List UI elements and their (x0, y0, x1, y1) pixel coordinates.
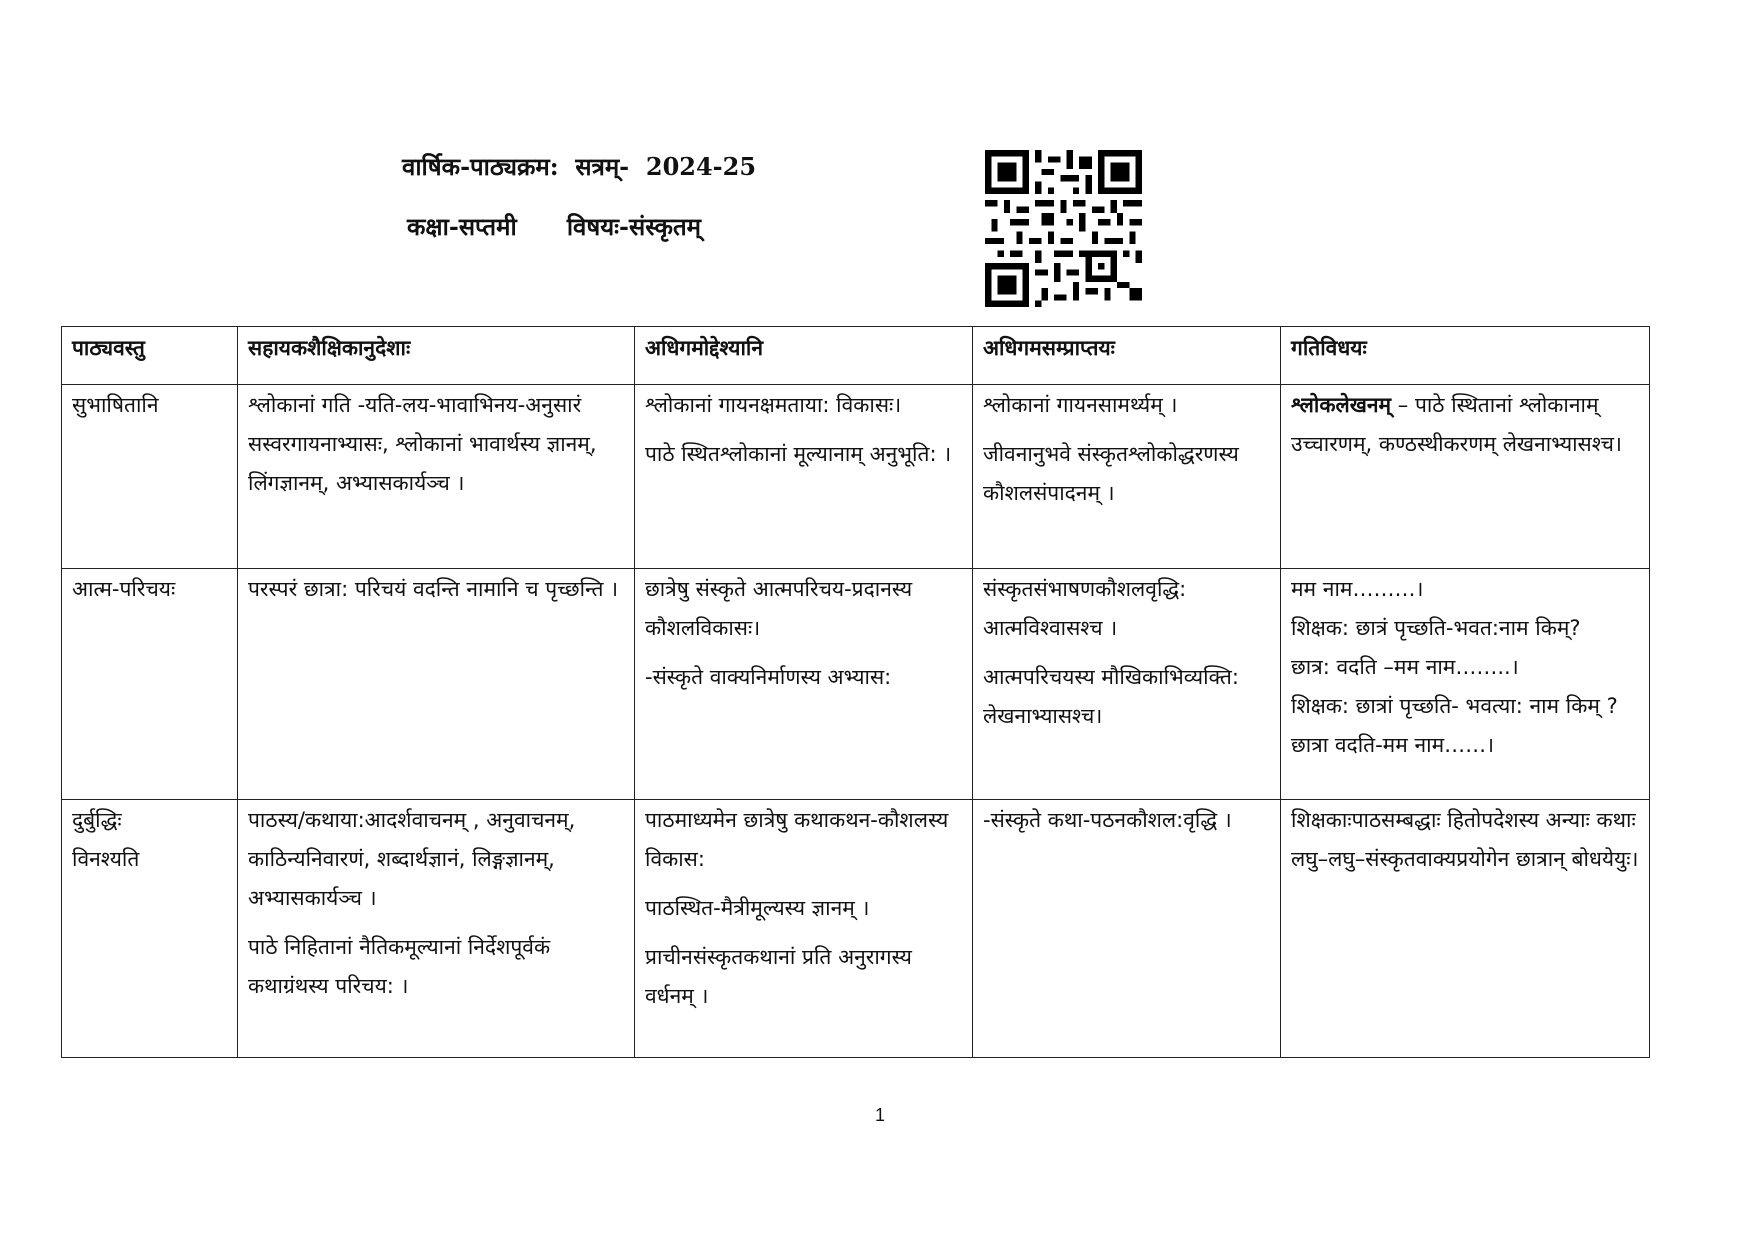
activity-cell (1281, 800, 1650, 1058)
outcomes-cell (973, 569, 1281, 800)
column-header-objectives: अधिगमोद्देश्यानि (635, 327, 973, 385)
dialogue-line: छात्र: वदति –मम नाम……..। (1291, 655, 1519, 679)
syllabus-table (61, 326, 1650, 1058)
instructions-cell (238, 569, 635, 800)
instruction-text: परस्परं छात्रा: परिचयं वदन्ति नामानि च पृच्छन्ति । (248, 577, 619, 601)
objective-text: पाठस्थित-मैत्रीमूल्यस्य ज्ञानम् । (645, 896, 870, 920)
dialogue-line: मम नाम………। (1291, 577, 1424, 601)
column-header-instructions: सहायकशैक्षिकानुदेशाः (238, 327, 635, 385)
objectives-cell (635, 569, 973, 800)
instruction-text: पाठस्य/कथाया:आदर्शवाचनम् , अनुवाचनम्, काठिन्यनिवारणं, शब्दार्थज्ञानं, लिङ्गज्ञानम्, अभ्यासकार्यञ्च । (248, 808, 576, 910)
subject-label: विषयः-संस्कृतम् (566, 212, 702, 241)
column-header-content: पाठ्यवस्तु (62, 327, 238, 385)
topic-line: दुर्बुद्धिः (72, 808, 122, 832)
table-header-row (62, 327, 1650, 385)
column-header-outcomes: अधिगमसम्प्राप्तयः (973, 327, 1281, 385)
qr-code-icon (985, 150, 1142, 307)
outcomes-cell (973, 800, 1281, 1058)
instructions-cell (238, 800, 635, 1058)
activity-heading: श्लोकलेखनम् (1291, 393, 1392, 417)
topic-cell: सुभाषितानि (62, 385, 238, 569)
topic-cell: आत्म-परिचयः (62, 569, 238, 800)
instruction-text: पाठे निहितानां नैतिकमूल्यानां निर्देशपूर्वकं कथाग्रंथस्य परिचय: । (248, 935, 551, 998)
class-subject-line (407, 210, 701, 243)
topic-line: विनश्यति (72, 847, 140, 871)
column-header-activities: गतिविधयः (1281, 327, 1650, 385)
page-number: 1 (874, 1105, 885, 1125)
table-row (62, 569, 1650, 800)
objective-text: पाठमाध्यमेन छात्रेषु कथाकथन-कौशलस्य विकास: (645, 808, 949, 871)
outcomes-cell (973, 385, 1281, 569)
objective-text: पाठे स्थितश्लोकानां मूल्यानाम् अनुभूति: । (645, 442, 952, 466)
class-label: कक्षा-सप्तमी (407, 212, 517, 241)
outcome-text: -संस्कृते कथा-पठनकौशल:वृद्धि । (983, 808, 1232, 832)
topic-cell (62, 800, 238, 1058)
outcome-text: आत्मपरिचयस्य मौखिकाभिव्यक्ति: लेखनाभ्यासश्च। (983, 665, 1239, 728)
table-row (62, 385, 1650, 569)
table-row (62, 800, 1650, 1058)
document-title-line (402, 150, 756, 183)
objective-text: छात्रेषु संस्कृते आत्मपरिचय-प्रदानस्य कौशलविकासः। (645, 577, 913, 640)
session-label: सत्रम्- (575, 152, 630, 181)
dialogue-line: छात्रा वदति-मम नाम……। (1291, 733, 1495, 757)
dialogue-line: शिक्षक: छात्रां पृच्छति- भवत्या: नाम किम् ? (1291, 694, 1618, 718)
session-year: 2024-25 (645, 152, 757, 181)
instructions-cell (238, 385, 635, 569)
dialogue-line: शिक्षक: छात्रं पृच्छति-भवत:नाम किम्? (1291, 616, 1581, 640)
activity-cell (1281, 569, 1650, 800)
activity-cell (1281, 385, 1650, 569)
outcome-text: जीवनानुभवे संस्कृतश्लोकोद्धरणस्य कौशलसंपादनम् । (983, 442, 1239, 505)
document-title: वार्षिक-पाठ्यक्रम: (402, 152, 559, 181)
activity-text: – पाठे स्थितानां श्लोकानाम् उच्चारणम्, कण्ठस्थीकरणम् लेखनाभ्यासश्च। (1291, 393, 1622, 456)
objective-text: -संस्कृते वाक्यनिर्माणस्य अभ्यास: (645, 665, 892, 689)
activity-text: शिक्षकाःपाठसम्बद्धाः हितोपदेशस्य अन्याः कथाः लघु–लघु–संस्कृतवाक्यप्रयोगेन छात्रान् बोधयेयुः। (1291, 808, 1639, 871)
objective-text: श्लोकानां गायनक्षमताया: विकासः। (645, 393, 902, 417)
objectives-cell (635, 800, 973, 1058)
objective-text: प्राचीनसंस्कृतकथानां प्रति अनुरागस्य वर्धनम् । (645, 945, 912, 1008)
objectives-cell (635, 385, 973, 569)
outcome-text: श्लोकानां गायनसामर्थ्यम् । (983, 393, 1178, 417)
instruction-text: श्लोकानां गति -यति-लय-भावाभिनय-अनुसारं सस्वरगायनाभ्यासः, श्लोकानां भावार्थस्य ज्ञानम्, लिंगज्ञानम्, अभ्यासकार्यञ्च । (248, 393, 597, 495)
outcome-text: संस्कृतसंभाषणकौशलवृद्धि: आत्मविश्वासश्च । (983, 577, 1187, 640)
